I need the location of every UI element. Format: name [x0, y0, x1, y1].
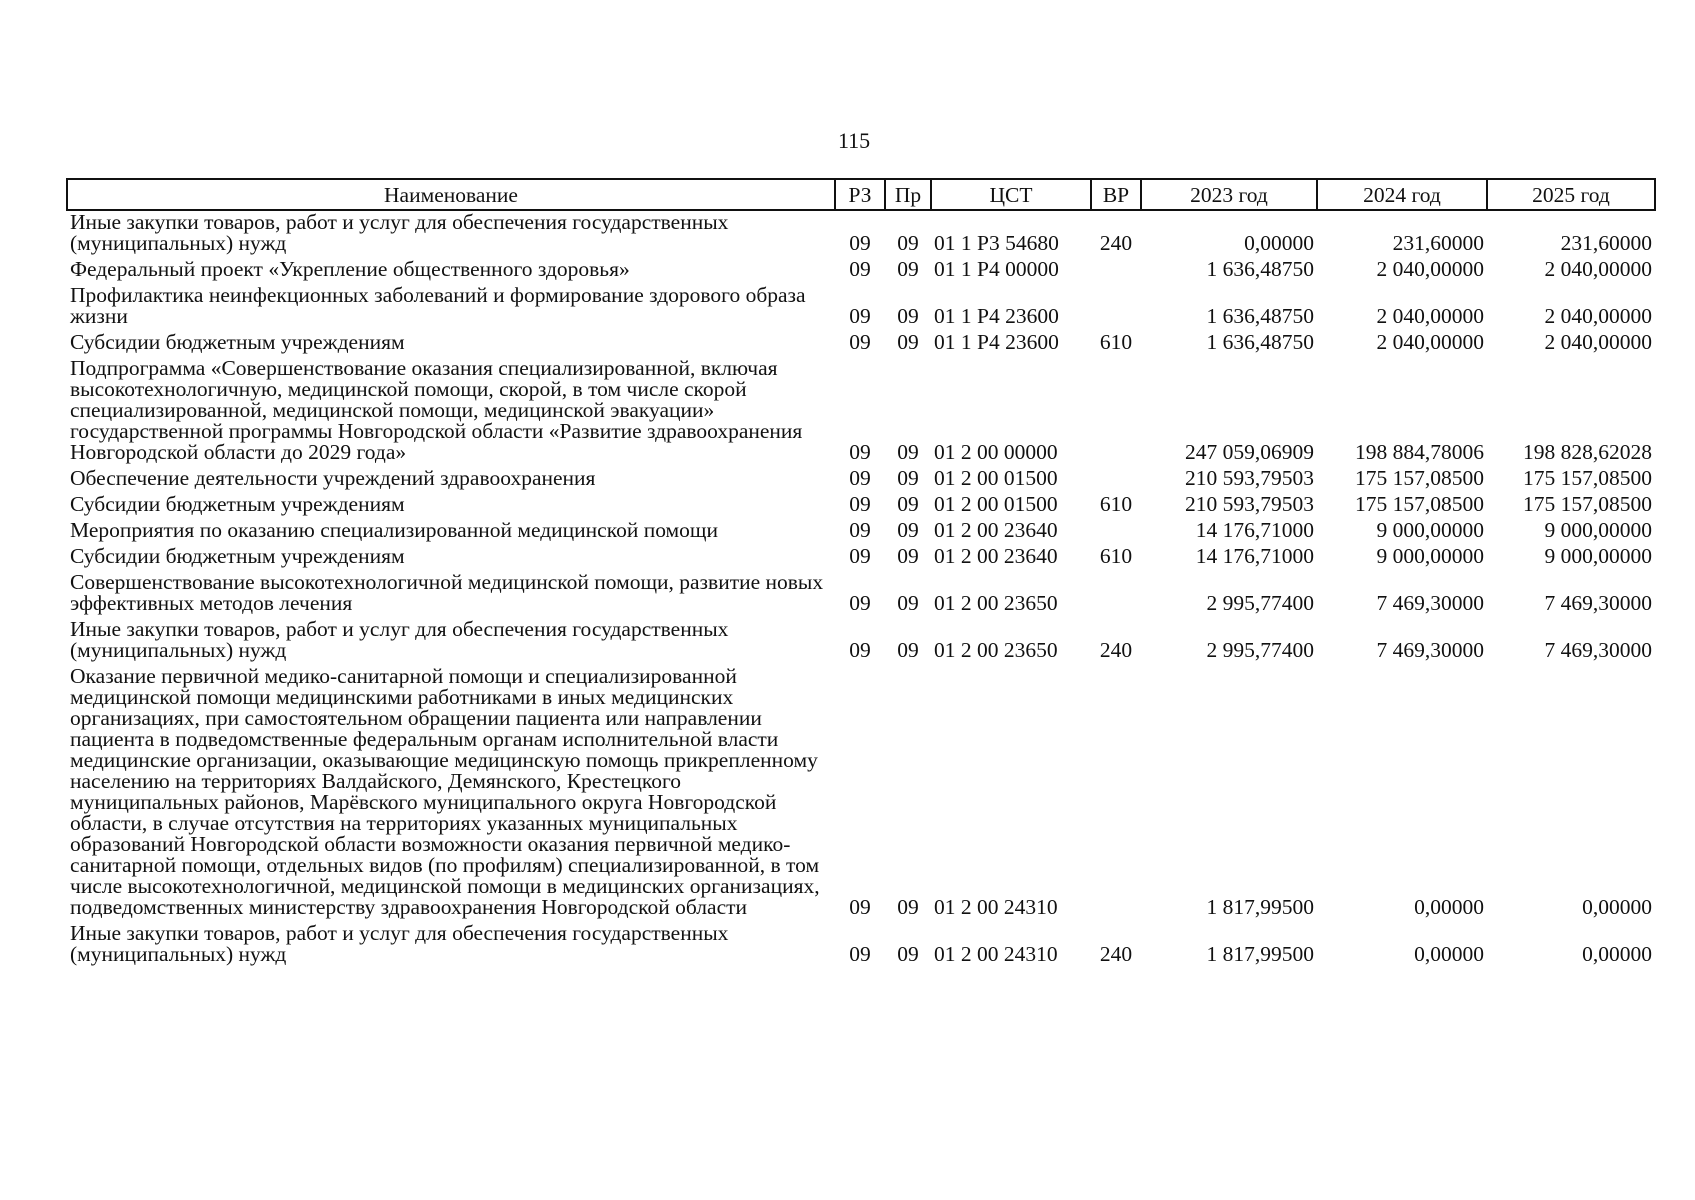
row-vr: [1091, 467, 1141, 493]
row-name: Субсидии бюджетным учреждениям: [70, 544, 405, 568]
row-2023: 0,00000: [1244, 231, 1314, 255]
row-vr: [1091, 571, 1141, 618]
header-2023: 2023 год: [1141, 179, 1317, 210]
row-name: Совершенствование высокотехнологичной медицинской помощи, развитие новых эффективных методов лечения: [70, 570, 824, 615]
row-2023: 2 995,77400: [1206, 591, 1314, 615]
row-2025: 175 157,08500: [1523, 466, 1652, 490]
row-name: Оказание первичной медико-санитарной помощи и специализированной медицинской помощи медицинскими работниками в иных медицинских организациях, при самостоятельном обращении пациента или направлении пациента в подведомственные федеральным органам исполнительной власти медицинские организации, оказывающие медицинскую помощь прикрепленному населению на территориях Валдайского, Демянского, Крестецкого муниципальных районов, Марёвского муниципального округа Новгородской области, в случае отсутствия на территориях указанных муниципальных образований Новгородской области возможности оказания первичной медико-санитарной помощи, отдельных видов (по профилям) специализированной, в том числе высокотехнологичной, медицинской помощи в медицинских организациях, подведомственных министерству здравоохранения Новгородской области: [70, 664, 820, 919]
row-rz: 09: [849, 304, 871, 328]
row-pr: 09: [897, 591, 919, 615]
row-name: Субсидии бюджетным учреждениям: [70, 330, 405, 354]
row-2023: 247 059,06909: [1185, 440, 1314, 464]
row-pr: 09: [897, 231, 919, 255]
table-row: [67, 922, 1655, 969]
row-2025: 7 469,30000: [1544, 591, 1652, 615]
row-vr: 240: [1099, 638, 1133, 662]
row-pr: 09: [897, 518, 919, 542]
table-row: [67, 210, 1655, 258]
table-row: [67, 571, 1655, 618]
row-2023: 210 593,79503: [1185, 466, 1314, 490]
row-vr: [1091, 258, 1141, 284]
row-2025: 198 828,62028: [1523, 440, 1652, 464]
row-2024: 7 469,30000: [1376, 638, 1484, 662]
budget-table: [66, 178, 1656, 969]
header-rz: РЗ: [835, 179, 885, 210]
row-pr: 09: [897, 304, 919, 328]
row-name: Иные закупки товаров, работ и услуг для обеспечения государственных (муниципальных) нужд: [70, 210, 729, 255]
row-pr: 09: [897, 440, 919, 464]
row-2023: 1 636,48750: [1206, 330, 1314, 354]
row-cst: 01 1 P4 23600: [934, 304, 1059, 328]
row-2025: 2 040,00000: [1544, 257, 1652, 281]
row-pr: 09: [897, 257, 919, 281]
row-name: Иные закупки товаров, работ и услуг для обеспечения государственных (муниципальных) нужд: [70, 617, 729, 662]
row-cst: 01 2 00 01500: [934, 492, 1058, 516]
row-2025: 175 157,08500: [1523, 492, 1652, 516]
row-cst: 01 2 00 24310: [934, 895, 1058, 919]
row-2023: 210 593,79503: [1185, 492, 1314, 516]
row-2025: 7 469,30000: [1544, 638, 1652, 662]
row-rz: 09: [849, 895, 871, 919]
table-header-row: [67, 179, 1655, 210]
row-2023: 1 636,48750: [1206, 304, 1314, 328]
row-pr: 09: [897, 895, 919, 919]
row-vr: [1091, 519, 1141, 545]
table-row: [67, 467, 1655, 493]
row-rz: 09: [849, 544, 871, 568]
header-pr: Пр: [885, 179, 931, 210]
row-2024: 0,00000: [1414, 942, 1484, 966]
row-rz: 09: [849, 591, 871, 615]
row-2024: 231,60000: [1392, 231, 1484, 255]
row-cst: 01 1 P3 54680: [934, 231, 1059, 255]
row-2023: 2 995,77400: [1206, 638, 1314, 662]
row-2025: 9 000,00000: [1544, 518, 1652, 542]
header-cst: ЦСТ: [931, 179, 1091, 210]
row-cst: 01 2 00 00000: [934, 440, 1058, 464]
row-cst: 01 2 00 23650: [934, 638, 1058, 662]
row-rz: 09: [849, 638, 871, 662]
table-row: [67, 331, 1655, 357]
row-2024: 175 157,08500: [1355, 466, 1484, 490]
row-rz: 09: [849, 231, 871, 255]
row-2025: 231,60000: [1560, 231, 1652, 255]
row-2024: 0,00000: [1414, 895, 1484, 919]
row-vr: 240: [1099, 231, 1133, 255]
row-name: Иные закупки товаров, работ и услуг для обеспечения государственных (муниципальных) нужд: [70, 921, 729, 966]
row-name: Субсидии бюджетным учреждениям: [70, 492, 405, 516]
row-2024: 2 040,00000: [1376, 330, 1484, 354]
row-pr: 09: [897, 638, 919, 662]
header-2025: 2025 год: [1487, 179, 1655, 210]
row-2024: 9 000,00000: [1376, 544, 1484, 568]
row-2024: 2 040,00000: [1376, 257, 1484, 281]
table-row: [67, 284, 1655, 331]
row-2025: 0,00000: [1582, 895, 1652, 919]
table-row: [67, 665, 1655, 922]
row-rz: 09: [849, 330, 871, 354]
row-2024: 2 040,00000: [1376, 304, 1484, 328]
row-rz: 09: [849, 257, 871, 281]
row-rz: 09: [849, 492, 871, 516]
row-vr: [1091, 284, 1141, 331]
row-vr: 610: [1099, 544, 1133, 568]
row-2025: 0,00000: [1582, 942, 1652, 966]
row-2024: 9 000,00000: [1376, 518, 1484, 542]
row-rz: 09: [849, 466, 871, 490]
header-2024: 2024 год: [1317, 179, 1487, 210]
row-name: Подпрограмма «Совершенствование оказания специализированной, включая высокотехнологичную, медицинской помощи, скорой, в том числе скорой специализированной, медицинской помощи, медицинской эвакуации» государственной программы Новгородской области «Развитие здравоохранения Новгородской области до 2029 года»: [70, 356, 803, 464]
table-row: [67, 519, 1655, 545]
row-cst: 01 2 00 23650: [934, 591, 1058, 615]
table-row: [67, 258, 1655, 284]
row-pr: 09: [897, 942, 919, 966]
row-2023: 1 817,99500: [1206, 895, 1314, 919]
row-2023: 14 176,71000: [1195, 544, 1314, 568]
row-cst: 01 2 00 23640: [934, 544, 1058, 568]
row-rz: 09: [849, 518, 871, 542]
table-row: [67, 618, 1655, 665]
row-pr: 09: [897, 544, 919, 568]
row-rz: 09: [849, 942, 871, 966]
row-name: Профилактика неинфекционных заболеваний и формирование здорового образа жизни: [70, 283, 806, 328]
row-2024: 198 884,78006: [1355, 440, 1484, 464]
row-name: Обеспечение деятельности учреждений здравоохранения: [70, 466, 596, 490]
row-pr: 09: [897, 492, 919, 516]
row-2023: 14 176,71000: [1195, 518, 1314, 542]
header-name: Наименование: [67, 179, 835, 210]
row-name: Федеральный проект «Укрепление общественного здоровья»: [70, 257, 630, 281]
row-2023: 1 636,48750: [1206, 257, 1314, 281]
row-2023: 1 817,99500: [1206, 942, 1314, 966]
table-row: [67, 357, 1655, 467]
row-cst: 01 2 00 01500: [934, 466, 1058, 490]
row-cst: 01 2 00 23640: [934, 518, 1058, 542]
page-number: 115: [838, 128, 871, 153]
row-pr: 09: [897, 330, 919, 354]
row-cst: 01 2 00 24310: [934, 942, 1058, 966]
row-2025: 2 040,00000: [1544, 304, 1652, 328]
table-row: [67, 545, 1655, 571]
row-2025: 9 000,00000: [1544, 544, 1652, 568]
row-vr: 610: [1099, 492, 1133, 516]
row-2025: 2 040,00000: [1544, 330, 1652, 354]
row-2024: 7 469,30000: [1376, 591, 1484, 615]
row-pr: 09: [897, 466, 919, 490]
row-cst: 01 1 P4 23600: [934, 330, 1059, 354]
table-row: [67, 493, 1655, 519]
row-name: Мероприятия по оказанию специализированной медицинской помощи: [70, 518, 718, 542]
row-rz: 09: [849, 440, 871, 464]
row-vr: 610: [1099, 330, 1133, 354]
row-vr: 240: [1099, 942, 1133, 966]
row-vr: [1091, 357, 1141, 467]
row-cst: 01 1 P4 00000: [934, 257, 1059, 281]
header-vr: ВР: [1091, 179, 1141, 210]
row-2024: 175 157,08500: [1355, 492, 1484, 516]
row-vr: [1091, 665, 1141, 922]
